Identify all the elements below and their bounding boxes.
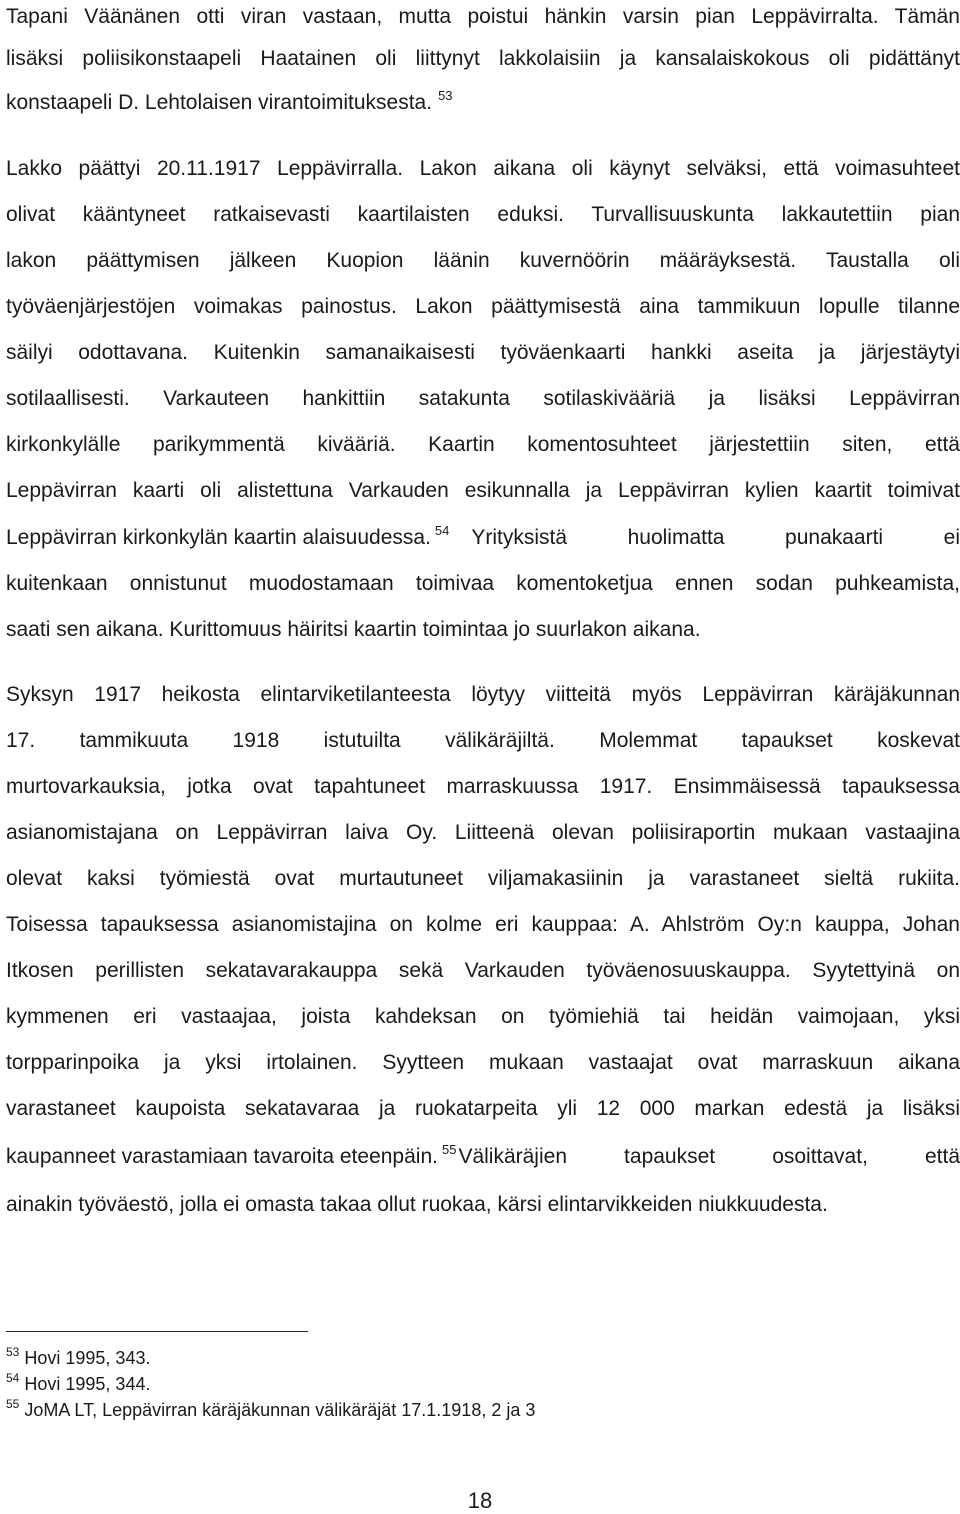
line-text — [6, 523, 449, 553]
body-text-line: kirkonkylälle parikymmentä kivääriä. Kaartin komentosuhteet järjestettiin siten, että — [6, 433, 960, 456]
line-text — [6, 1142, 456, 1172]
line-text-tail: Välikäräjien tapaukset osoittavat, että — [458, 1145, 960, 1168]
body-text-line: sotilaallisesti. Varkauteen hankittiin satakunta sotilaskivääriä ja lisäksi Leppävirran — [6, 387, 960, 410]
footnote-separator — [6, 1331, 308, 1332]
body-text-line: Toisessa tapauksessa asianomistajina on kolme eri kauppaa: A. Ahlström Oy:n kauppa, Johan — [6, 913, 960, 936]
page-number: 18 — [467, 1488, 493, 1513]
line-text-tail: Yrityksistä huolimatta punakaarti ei — [471, 526, 960, 549]
body-text-line: Itkosen perillisten sekatavarakauppa sekä Varkauden työväenosuuskauppa. Syytettyinä on — [6, 959, 960, 982]
body-text-line: lisäksi poliisikonstaapeli Haatainen oli liittynyt lakkolaisiin ja kansalaiskokous oli pidättänyt — [6, 47, 960, 70]
footnote-ref-54: 54 — [434, 523, 450, 538]
body-text-line: 17. tammikuuta 1918 istutuilta välikäräjiltä. Molemmat tapaukset koskevat — [6, 729, 960, 752]
footnote-number: 54 — [6, 1371, 20, 1385]
body-text-line: asianomistajana on Leppävirran laiva Oy. Liitteenä olevan poliisiraportin mukaan vastaajina — [6, 821, 960, 844]
body-text-line — [6, 88, 453, 118]
footnote-ref-53: 53 — [438, 88, 453, 103]
footnote-54 — [6, 1372, 150, 1396]
footnote-text: Hovi 1995, 343. — [24, 1348, 151, 1368]
line-text-part: Leppävirran kirkonkylän kaartin alaisuudessa. — [6, 526, 431, 549]
footnote-53 — [6, 1346, 150, 1370]
body-text-line: murtovarkauksia, jotka ovat tapahtuneet marraskuussa 1917. Ensimmäisessä tapauksessa — [6, 775, 960, 798]
body-text-line: Leppävirran kaarti oli alistettuna Varkauden esikunnalla ja Leppävirran kylien kaartit toimivat — [6, 479, 960, 502]
footnote-number: 55 — [6, 1397, 20, 1411]
body-text-line: kymmenen eri vastaajaa, joista kahdeksan on työmiehiä tai heidän vaimojaan, yksi — [6, 1005, 960, 1028]
body-text-line: työväenjärjestöjen voimakas painostus. Lakon päättymisestä aina tammikuun lopulle tilanne — [6, 295, 960, 318]
body-text-line — [6, 523, 960, 553]
body-text-line: saati sen aikana. Kurittomuus häiritsi kaartin toimintaa jo suurlakon aikana. — [6, 618, 701, 641]
body-text-line: varastaneet kaupoista sekatavaraa ja ruokatarpeita yli 12 000 markan edestä ja lisäksi — [6, 1097, 960, 1120]
footnote-number: 53 — [6, 1345, 20, 1359]
body-text-line: lakon päättymisen jälkeen Kuopion läänin kuvernöörin määräyksestä. Taustalla oli — [6, 249, 960, 272]
footnote-text: Hovi 1995, 344. — [24, 1374, 151, 1394]
footnote-55 — [6, 1398, 535, 1422]
body-text-line: kuitenkaan onnistunut muodostamaan toimivaa komentoketjua ennen sodan puhkeamista, — [6, 572, 960, 595]
line-text: konstaapeli D. Lehtolaisen virantoimituksesta. — [6, 91, 433, 114]
body-text-line: ainakin työväestö, jolla ei omasta takaa ollut ruokaa, kärsi elintarvikkeiden niukkuudesta. — [6, 1193, 828, 1216]
body-text-line: olivat kääntyneet ratkaisevasti kaartilaisten eduksi. Turvallisuuskunta lakkautettiin pian — [6, 203, 960, 226]
body-text-line — [6, 1142, 960, 1172]
body-text-line: torpparinpoika ja yksi irtolainen. Syytteen mukaan vastaajat ovat marraskuun aikana — [6, 1051, 960, 1074]
body-text-line: Lakko päättyi 20.11.1917 Leppävirralla. Lakon aikana oli käynyt selväksi, että voimasuhteet — [6, 157, 960, 180]
body-text-line: Syksyn 1917 heikosta elintarviketilanteesta löytyy viitteitä myös Leppävirran käräjäkunnan — [6, 683, 960, 706]
body-text-line: Tapani Väänänen otti viran vastaan, mutta poistui hänkin varsin pian Leppävirralta. Tämän — [6, 5, 960, 28]
footnote-ref-55: 55 — [441, 1142, 457, 1157]
footnote-text: JoMA LT, Leppävirran käräjäkunnan välikäräjät 17.1.1918, 2 ja 3 — [24, 1400, 536, 1420]
body-text-line: säilyi odottavana. Kuitenkin samanaikaisesti työväenkaarti hankki aseita ja järjestäytyi — [6, 341, 960, 364]
line-text-part: kaupanneet varastamiaan tavaroita eteenpäin. — [6, 1145, 438, 1168]
body-text-line: olevat kaksi työmiestä ovat murtautuneet viljamakasiinin ja varastaneet sieltä rukiita. — [6, 867, 960, 890]
